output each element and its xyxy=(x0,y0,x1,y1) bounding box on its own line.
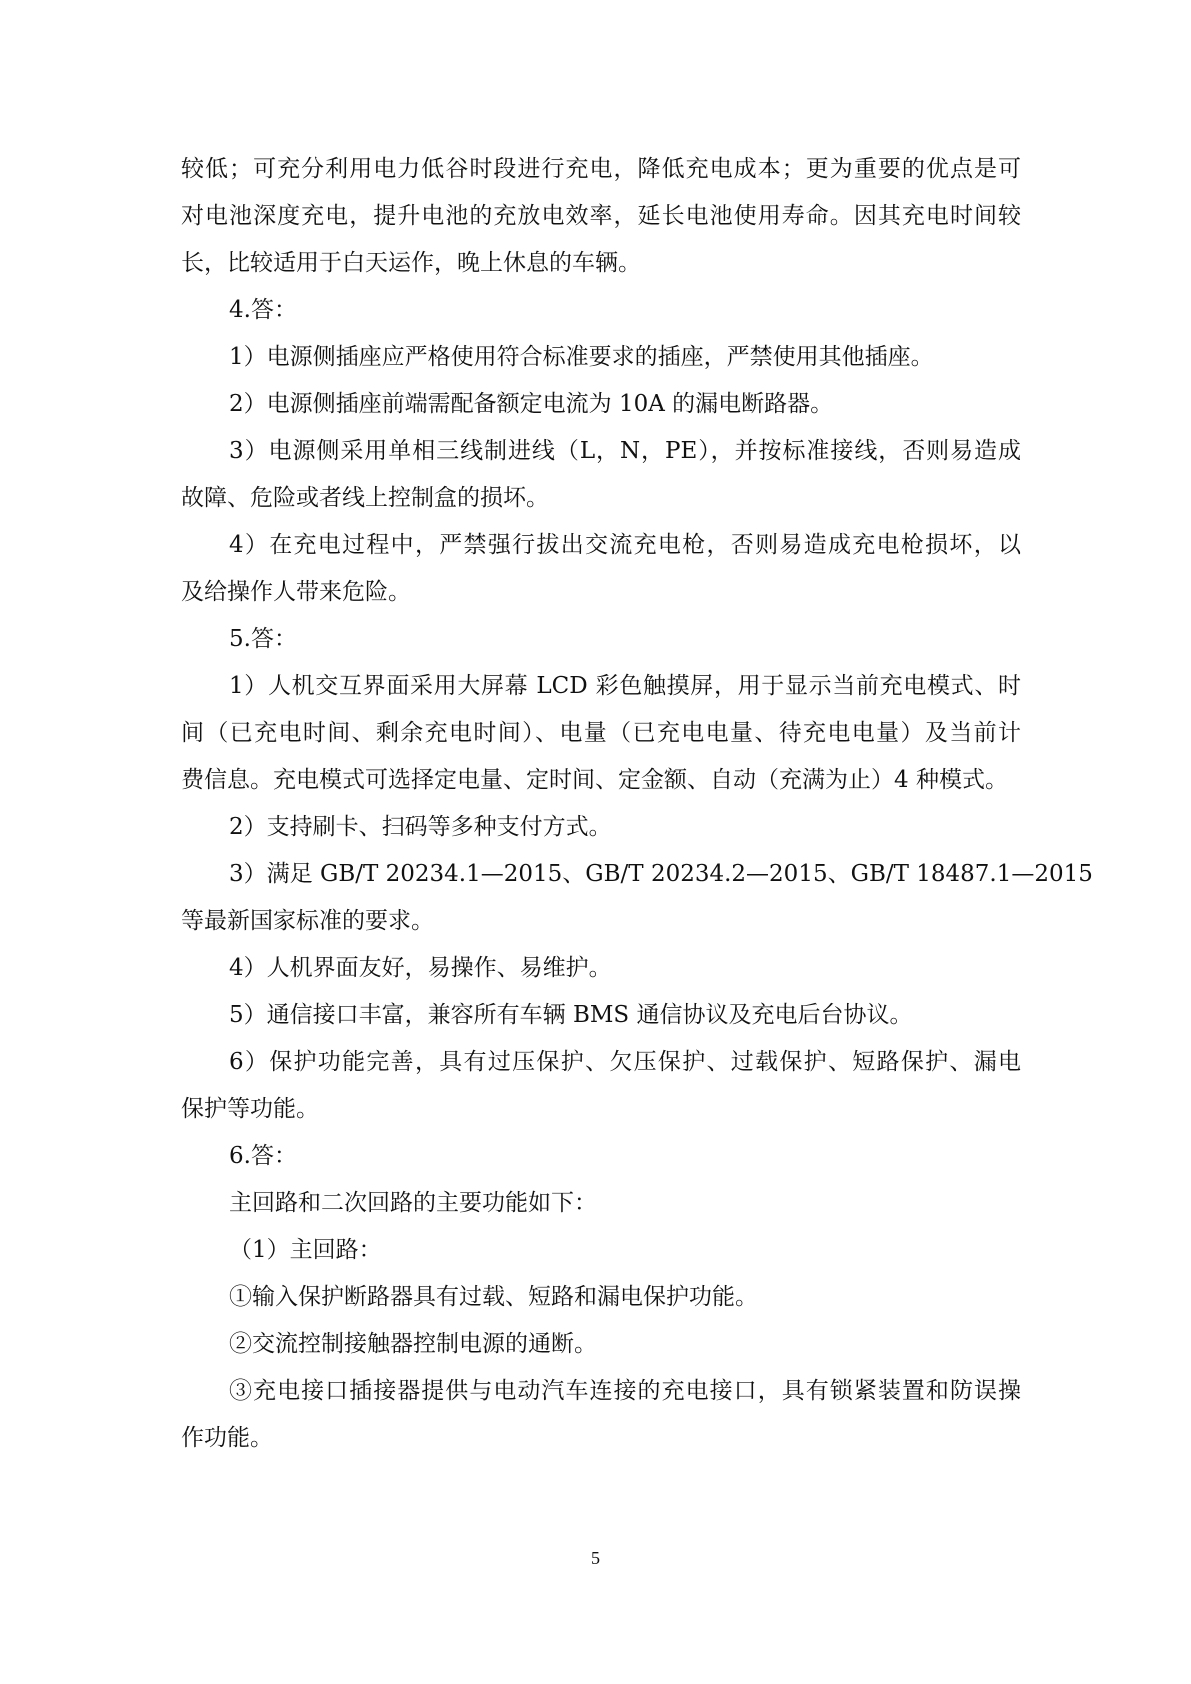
answer-item: ③充电接口插接器提供与电动汽车连接的充电接口，具有锁紧装置和防误操 xyxy=(229,1378,1021,1404)
answer-item-continuation: 间（已充电时间、剩余充电时间）、电量（已充电电量、待充电电量）及当前计 xyxy=(181,720,1021,746)
answer-item: 2）支持刷卡、扫码等多种支付方式。 xyxy=(229,814,612,840)
answer-heading-6: 6.答： xyxy=(229,1143,297,1169)
answer-item: 1）人机交互界面采用大屏幕 LCD 彩色触摸屏，用于显示当前充电模式、时 xyxy=(229,673,1021,699)
answer-item-continuation: 费信息。充电模式可选择定电量、定时间、定金额、自动（充满为止）4 种模式。 xyxy=(181,767,1008,793)
paragraph-line: 对电池深度充电，提升电池的充放电效率，延长电池使用寿命。因其充电时间较 xyxy=(181,203,1021,229)
answer-item-continuation: 保护等功能。 xyxy=(181,1096,319,1122)
answer-item-continuation: 等最新国家标准的要求。 xyxy=(181,908,434,934)
answer-item: 1）电源侧插座应严格使用符合标准要求的插座，严禁使用其他插座。 xyxy=(229,344,934,370)
answer-item: 6）保护功能完善，具有过压保护、欠压保护、过载保护、短路保护、漏电 xyxy=(229,1049,1021,1075)
answer-item-continuation: 作功能。 xyxy=(181,1425,273,1451)
answer-item-continuation: 故障、危险或者线上控制盒的损坏。 xyxy=(181,485,549,511)
subsection-heading: （1）主回路： xyxy=(229,1237,382,1263)
answer-item: 4）在充电过程中，严禁强行拔出交流充电枪，否则易造成充电枪损坏，以 xyxy=(229,532,1021,558)
page-body xyxy=(181,146,1093,1462)
answer-item: ②交流控制接触器控制电源的通断。 xyxy=(229,1331,597,1357)
answer-item-continuation: 及给操作人带来危险。 xyxy=(181,579,411,605)
answer-item: ①输入保护断路器具有过载、短路和漏电保护功能。 xyxy=(229,1284,758,1310)
page-number: 5 xyxy=(591,1548,600,1568)
answer-heading-4: 4.答： xyxy=(229,297,297,323)
paragraph-line: 长，比较适用于白天运作，晚上休息的车辆。 xyxy=(181,250,641,276)
answer-item: 3）电源侧采用单相三线制进线（L，N，PE），并按标准接线，否则易造成 xyxy=(229,438,1021,464)
paragraph-line: 较低；可充分利用电力低谷时段进行充电，降低充电成本；更为重要的优点是可 xyxy=(181,156,1021,182)
answer-item: 4）人机界面友好，易操作、易维护。 xyxy=(229,955,612,981)
answer-intro: 主回路和二次回路的主要功能如下： xyxy=(229,1190,597,1216)
answer-heading-5: 5.答： xyxy=(229,626,297,652)
answer-item: 2）电源侧插座前端需配备额定电流为 10A 的漏电断路器。 xyxy=(229,391,834,417)
answer-item: 3）满足 GB/T 20234.1—2015、GB/T 20234.2—2015、GB/T 18487.1—2015 xyxy=(229,861,1093,887)
answer-item: 5）通信接口丰富，兼容所有车辆 BMS 通信协议及充电后台协议。 xyxy=(229,1002,913,1028)
